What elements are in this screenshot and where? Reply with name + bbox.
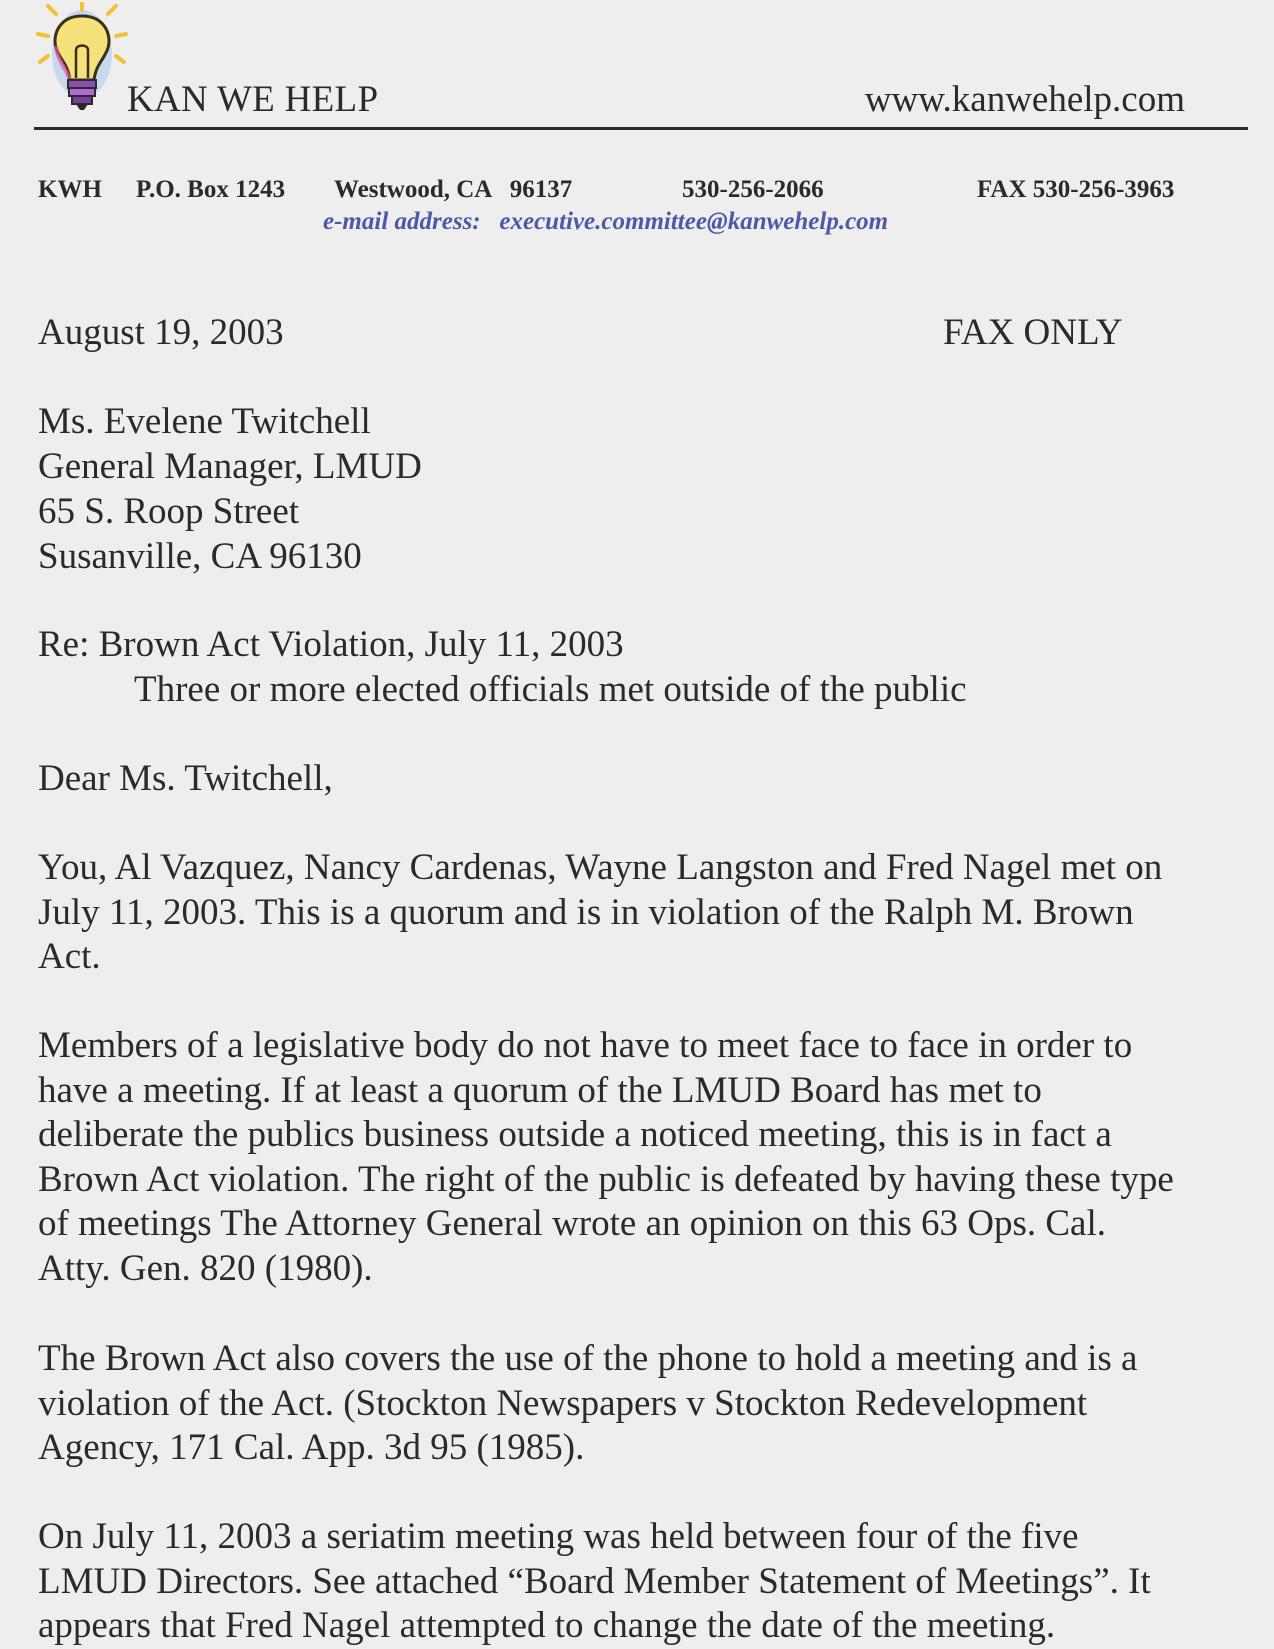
email-link[interactable]: executive.committee@kanwehelp.com	[499, 208, 889, 235]
recipient-line: General Manager, LMUD	[38, 446, 422, 487]
paragraph-line: violation of the Act. (Stockton Newspapers v Stockton Redevelopment	[38, 1382, 1088, 1424]
header-divider	[34, 127, 1248, 130]
paragraph-line: Act.	[38, 936, 101, 977]
subject-line: Re: Brown Act Violation, July 11, 2003	[38, 624, 624, 665]
salutation: Dear Ms. Twitchell,	[38, 758, 333, 799]
org-abbr: KWH	[38, 176, 102, 203]
paragraph-line: Members of a legislative body do not have to meet face to face in order to	[38, 1025, 1133, 1066]
paragraph-line: The Brown Act also covers the use of the phone to hold a meeting and is a	[38, 1338, 1138, 1379]
subject-subline: Three or more elected officials met outside of the public	[134, 669, 967, 710]
lightbulb-icon	[36, 2, 128, 114]
paragraph-line: July 11, 2003. This is a quorum and is in violation of the Ralph M. Brown	[38, 891, 1134, 933]
fax-number: FAX 530-256-3963	[977, 176, 1175, 203]
email-row	[323, 208, 888, 236]
body-paragraph	[38, 1337, 1268, 1471]
city-state-zip: Westwood, CA 96137	[334, 176, 573, 203]
body-paragraph	[38, 1515, 1268, 1649]
recipient-line: Susanville, CA 96130	[38, 536, 362, 577]
paragraph-line: You, Al Vazquez, Nancy Cardenas, Wayne Langston and Fred Nagel met on	[38, 847, 1163, 888]
website-link[interactable]: www.kanwehelp.com	[864, 79, 1185, 120]
recipient-address	[38, 399, 422, 579]
po-box: P.O. Box 1243	[136, 176, 286, 203]
email-label: e-mail address:	[323, 208, 481, 235]
body-paragraph	[38, 846, 1268, 980]
letter-date: August 19, 2003	[38, 312, 284, 353]
org-name: KAN WE HELP	[127, 79, 379, 120]
paragraph-line: appears that Fred Nagel attempted to change the date of the meeting.	[38, 1605, 1056, 1646]
delivery-method: FAX ONLY	[943, 312, 1123, 353]
paragraph-line: have a meeting. If at least a quorum of the LMUD Board has met to	[38, 1069, 1042, 1111]
recipient-line: 65 S. Roop Street	[38, 491, 300, 532]
paragraph-line: Brown Act violation. The right of the public is defeated by having these type	[38, 1158, 1174, 1200]
paragraph-line: Agency, 171 Cal. App. 3d 95 (1985).	[38, 1427, 585, 1468]
paragraph-line: On July 11, 2003 a seriatim meeting was held between four of the five	[38, 1516, 1079, 1557]
paragraph-line: LMUD Directors. See attached “Board Member Statement of Meetings”. It	[38, 1560, 1151, 1602]
recipient-line: Ms. Evelene Twitchell	[38, 401, 371, 442]
paragraph-line: Atty. Gen. 820 (1980).	[38, 1247, 373, 1289]
paragraph-line: deliberate the publics business outside a noticed meeting, this is in fact a	[38, 1114, 1112, 1155]
body-paragraph	[38, 1024, 1268, 1291]
subject-block	[38, 622, 967, 712]
phone-number: 530-256-2066	[682, 176, 824, 203]
paragraph-line: of meetings The Attorney General wrote an opinion on this 63 Ops. Cal.	[38, 1203, 1107, 1244]
